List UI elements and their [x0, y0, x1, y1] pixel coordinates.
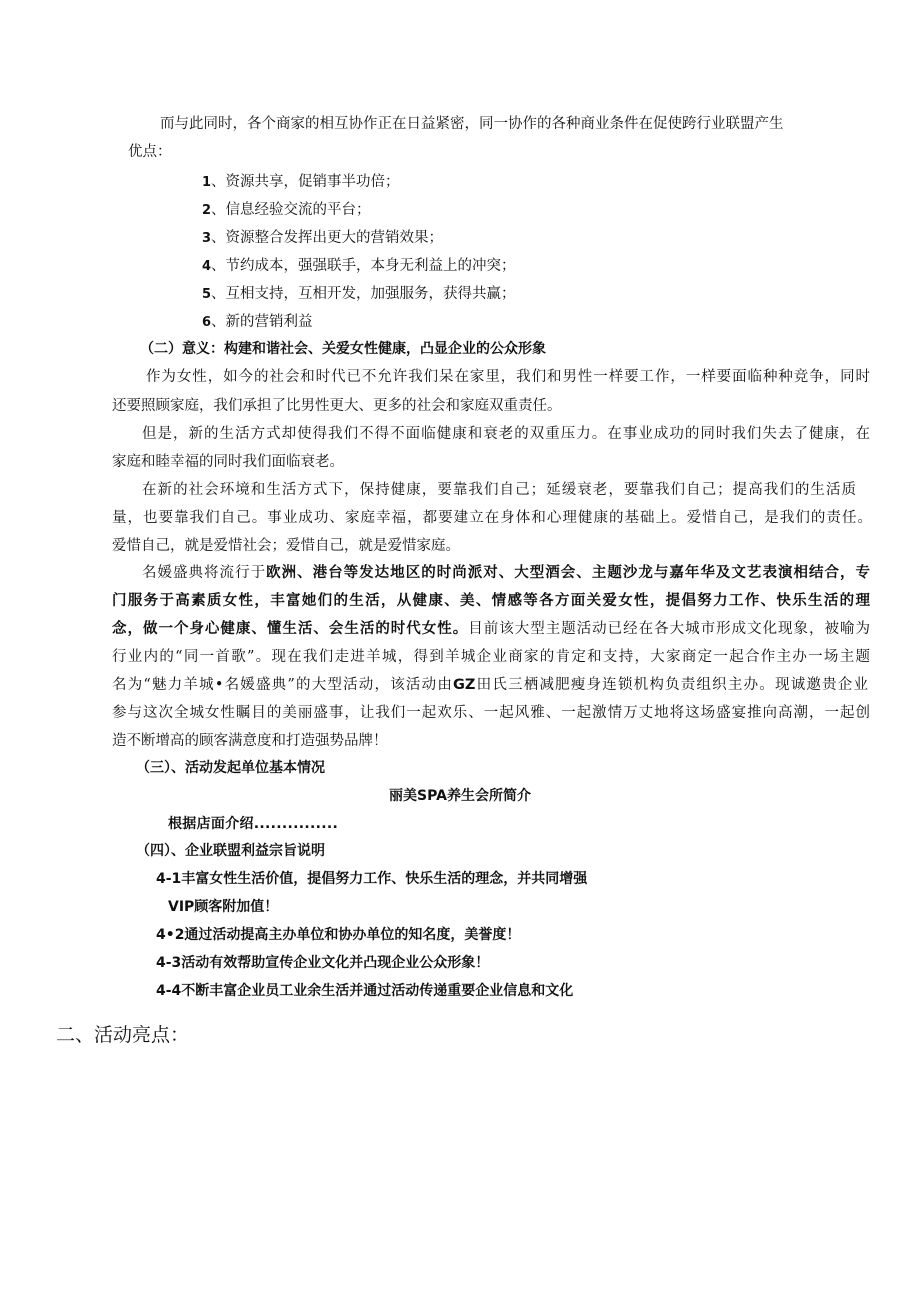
paragraph-line: [142, 563, 870, 583]
advantage-text: 、信息经验交流的平台；: [211, 202, 371, 218]
bold-run: GZ: [453, 677, 476, 693]
advantage-item: [202, 228, 443, 249]
section-4-heading: （四）、企业联盟利益宗旨说明: [136, 843, 325, 859]
advantage-text: 、新的营销利益: [211, 314, 313, 330]
bold-run: 欧洲、港台等发达地区的时尚派对、大型酒会、主题沙龙与嘉年华及文艺表演相结合，专: [266, 565, 871, 581]
advantage-number: 1: [202, 175, 212, 190]
paragraph-line: 家庭和睦幸福的同时我们面临衰老。: [112, 454, 344, 470]
paragraph-line: [112, 619, 870, 639]
purpose-item: VIP顾客附加值！: [168, 899, 279, 915]
advantage-number: 5: [202, 287, 212, 302]
purpose-item: 4•2通过活动提高主办单位和协办单位的知名度，美誉度！: [156, 927, 521, 943]
advantage-item: [202, 172, 400, 193]
advantage-item: [202, 256, 516, 277]
center-title: 丽美SPA养生会所简介: [389, 788, 531, 804]
purpose-item: 4-3活动有效帮助宣传企业文化并凸现企业公众形象！: [156, 955, 490, 971]
advantage-text: 、资源共享，促销事半功倍；: [211, 174, 400, 190]
paragraph-line: [112, 675, 868, 695]
advantage-item: [202, 200, 371, 221]
paragraph-line: 还要照顾家庭，我们承担了比男性更大、更多的社会和家庭双重责任。: [112, 398, 562, 414]
advantage-text: 、资源整合发挥出更大的营销效果；: [211, 230, 444, 246]
paragraph-line: 在新的社会环境和生活方式下，保持健康，要靠我们自己；延缓衰老，要靠我们自己；提高我们的生活质: [142, 482, 856, 498]
paragraph-line: 参与这次全城女性瞩目的美丽盛事，让我们一起欢乐、一起风雅、一起激情万丈地将这场盛宴推向高潮，一起创: [112, 705, 870, 721]
text-run: 目前该大型主题活动已经在各大城市形成文化现象，被喻为: [468, 621, 871, 637]
section-2-heading: （二）意义：构建和谐社会、关爱女性健康，凸显企业的公众形象: [140, 341, 546, 357]
advantage-number: 6: [202, 315, 212, 330]
advantage-number: 2: [202, 203, 212, 218]
intro-line-1: 而与此同时，各个商家的相互协作正在日益紧密，同一协作的各种商业条件在促使跨行业联盟产生: [160, 116, 784, 132]
paragraph-line: 量，也要靠我们自己。事业成功、家庭幸福，都要建立在身体和心理健康的基础上。爱惜自己，是我们的责任。: [112, 510, 872, 526]
part-2-heading: 二、活动亮点：: [56, 1024, 190, 1046]
advantage-text: 、节约成本，强强联手，本身无利益上的冲突；: [211, 258, 516, 274]
text-run: 名为“魅力羊城•名媛盛典”的大型活动，该活动由: [112, 677, 454, 693]
purpose-item: 4-4不断丰富企业员工业余生活并通过活动传递重要企业信息和文化: [156, 983, 574, 999]
intro-line-2: 优点：: [128, 144, 172, 160]
advantage-number: 4: [202, 259, 212, 274]
paragraph-line: 作为女性，如今的社会和时代已不允许我们呆在家里，我们和男性一样要工作，一样要面临种种竞争，同时: [146, 369, 870, 385]
paragraph-line: 爱惜自己，就是爱惜社会；爱惜自己，就是爱惜家庭。: [112, 538, 460, 554]
text-run: 名媛盛典将流行于: [142, 565, 267, 581]
purpose-item: 4-1丰富女性生活价值，提倡努力工作、快乐生活的理念，并共同增强: [156, 871, 588, 887]
paragraph-line: 但是，新的生活方式却使得我们不得不面临健康和衰老的双重压力。在事业成功的同时我们失去了健康，在: [142, 426, 870, 442]
advantage-item: [202, 312, 313, 333]
advantage-item: [202, 284, 516, 305]
text-run: 田氏三栖减肥瘦身连锁机构负责组织主办。现诚邀贵企业: [475, 677, 868, 693]
advantage-number: 3: [202, 231, 212, 246]
advantage-text: 、互相支持，互相开发，加强服务，获得共赢；: [211, 286, 516, 302]
store-intro: 根据店面介绍...............: [168, 816, 339, 832]
paragraph-line-bold: 门服务于高素质女性，丰富她们的生活，从健康、美、情感等各方面关爱女性，提倡努力工作、快乐生活的理: [112, 593, 870, 609]
paragraph-line: 造不断增高的顾客满意度和打造强势品牌！: [112, 733, 388, 749]
paragraph-line: 行业内的“同一首歌”。现在我们走进羊城，得到羊城企业商家的肯定和支持，大家商定一起合作主办一场主题: [112, 649, 870, 665]
section-3-heading: （三）、活动发起单位基本情况: [136, 760, 325, 776]
bold-run: 念，做一个身心健康、懂生活、会生活的时代女性。: [112, 621, 469, 637]
